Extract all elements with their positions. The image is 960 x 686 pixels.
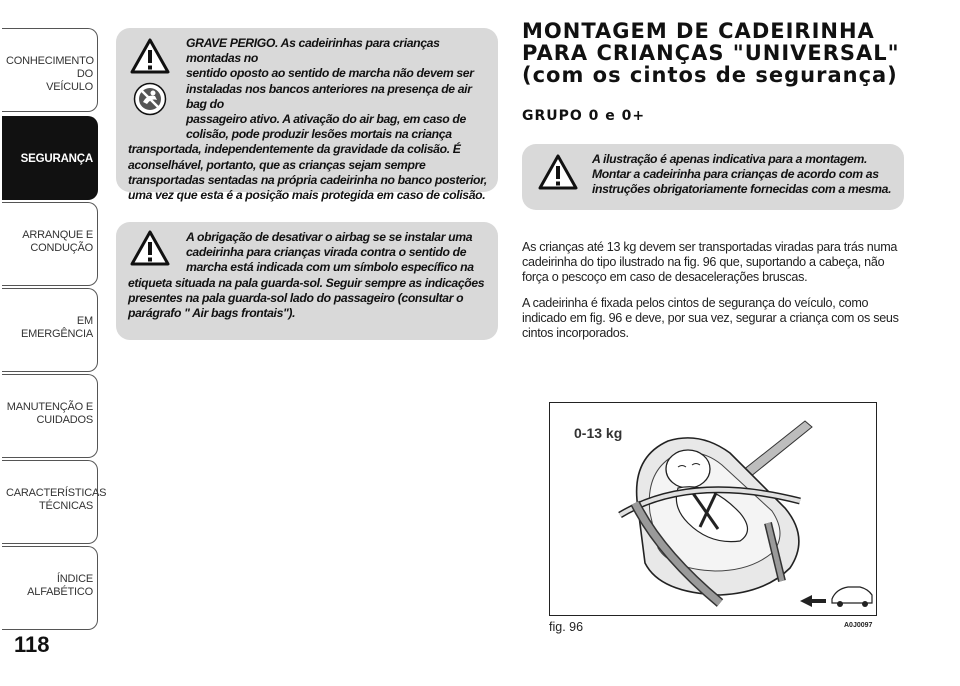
tab-label: EM EMERGÊNCIA — [21, 315, 93, 340]
tab-em-emergencia[interactable] — [2, 288, 98, 372]
warning-text-rest: transportada, independentemente da gravidade da colisão. É aconselhável, portanto, que as crianças sejam sempre transportadas sentadas na própria cadeirinha no banco posterior, uma vez que esta é a posição mais protegida em caso de colisão. — [128, 142, 487, 203]
warning-text-line: instaladas nos bancos anteriores na presença de air bag do — [186, 81, 472, 111]
warning-box-grave-perigo — [116, 28, 498, 203]
figure-code: A0J0097 — [844, 622, 873, 629]
tab-label: ARRANQUE E CONDUÇÃO — [22, 229, 93, 254]
figure-caption: fig. 96 — [549, 620, 584, 634]
tab-manutencao-e-cuidados[interactable] — [2, 374, 98, 458]
body-paragraph: As crianças até 13 kg devem ser transportadas viradas para trás numa cadeirinha do tipo ilustrado na fig. 96 que, suportando a cabeça, não força o pescoço em caso de desacelerações bruscas. — [522, 240, 898, 284]
warning-triangle-icon — [130, 38, 170, 74]
section-title-line: MONTAGEM DE CADEIRINHA — [522, 19, 875, 43]
warning-box-illustration — [522, 144, 904, 210]
tab-caracteristicas-tecnicas[interactable] — [2, 460, 107, 544]
warning-text-line: cadeirinha para crianças virada contra o sentido de — [186, 245, 467, 260]
no-child-seat-airbag-icon — [133, 82, 167, 116]
figure-child-seat — [549, 402, 877, 616]
warning-text-line: A obrigação de desativar o airbag se se instalar uma — [186, 230, 473, 244]
warning-text-rest: etiqueta situada na pala guarda-sol. Seguir sempre as indicações presentes na pala guarda-sol lado do passageiro (consultar o parágrafo " Air bags frontais"). — [128, 275, 485, 321]
child-seat-illustration — [550, 403, 877, 616]
tab-indice-alfabetico[interactable] — [2, 546, 98, 630]
warning-triangle-icon — [538, 154, 578, 190]
tab-arranque-e-conducao[interactable] — [2, 202, 98, 286]
body-paragraph: A cadeirinha é fixada pelos cintos de segurança do veículo, como indicado em fig. 96 e deve, por sua vez, segurar a criança com os seus cintos incorporados. — [522, 296, 899, 340]
warning-text-line: passageiro ativo. A ativação do air bag, em caso de — [186, 112, 466, 127]
tab-seguranca[interactable] — [2, 116, 98, 200]
tab-label: SEGURANÇA — [20, 153, 93, 165]
section-title-line: (com os cintos de segurança) — [522, 63, 898, 87]
warning-triangle-icon — [130, 230, 170, 266]
tab-label: CARACTERÍSTICAS TÉCNICAS — [6, 487, 107, 512]
warning-text: A ilustração é apenas indicativa para a montagem. Montar a cadeirinha para crianças de acordo com as instruções obrigatoriamente fornecidas com a mesma. — [592, 152, 892, 197]
section-title — [522, 20, 942, 86]
page-number: 118 — [14, 632, 50, 657]
tab-label: MANUTENÇÃO E CUIDADOS — [6, 401, 93, 426]
section-title-line: PARA CRIANÇAS "UNIVERSAL" — [522, 41, 900, 65]
tab-label: ÍNDICE ALFABÉTICO — [27, 573, 93, 598]
warning-text-line: sentido oposto ao sentido de marcha não devem ser — [186, 66, 474, 81]
tab-conhecimento-do-veiculo[interactable] — [2, 28, 98, 112]
figure-weight-label: 0-13 kg — [574, 425, 623, 441]
group-subheading: GRUPO 0 e 0+ — [522, 108, 646, 124]
warning-text-line: marcha está indicada com um símbolo específico na — [186, 260, 474, 275]
tab-label: CONHECIMENTO DO VEÍCULO — [6, 55, 94, 93]
driving-direction-car-icon — [800, 587, 872, 607]
warning-text-line: GRAVE PERIGO. As cadeirinhas para crianças montadas no — [186, 36, 440, 66]
warning-text-line: colisão, pode produzir lesões mortais na criança — [186, 127, 452, 142]
warning-box-airbag-deactivation — [116, 222, 498, 340]
